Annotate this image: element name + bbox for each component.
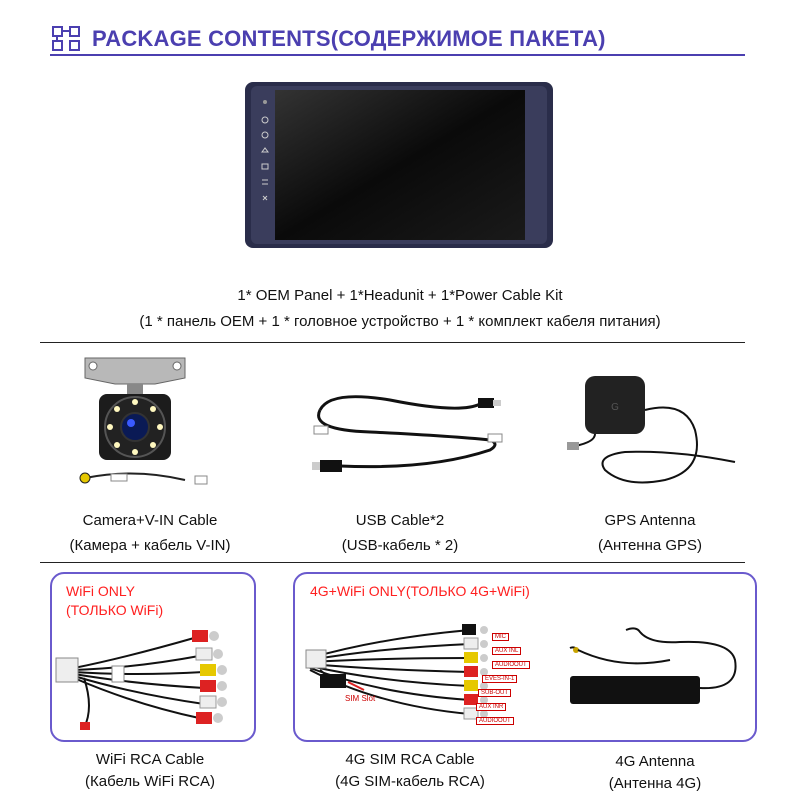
- divider-middle: [40, 562, 745, 563]
- gps-antenna-image: [565, 370, 750, 500]
- camera-caption-line1: Camera+V-IN Cable: [82, 512, 218, 529]
- cable-tag-mic: MIC: [492, 633, 509, 641]
- wifi-only-label: WiFi ONLY: [66, 583, 135, 599]
- cable-tag-audioout-2: AUDIOOUT: [476, 717, 514, 725]
- 4g-antenna-image: [560, 620, 750, 730]
- divider-top: [40, 342, 745, 343]
- gps-caption-line2: (Антенна GPS): [597, 537, 703, 554]
- cable-tag-eves-in: EVES-IN-1: [482, 675, 517, 683]
- sim-slot-label: SIM Slot: [345, 694, 376, 703]
- cable-tag-aux-inr: AUX INR: [476, 703, 506, 711]
- 4g-antenna-caption-line1: 4G Antenna: [615, 753, 695, 770]
- 4g-antenna-caption-line2: (Антенна 4G): [608, 775, 702, 792]
- cable-tag-sub-out: SUB-OUT: [478, 689, 511, 697]
- headunit-image: [243, 80, 555, 250]
- usb-caption-line2: (USB-кабель * 2): [341, 537, 459, 554]
- 4g-rca-caption-line1: 4G SIM RCA Cable: [345, 751, 475, 768]
- cable-tag-aux-inl: AUX INL: [492, 647, 521, 655]
- header-underline: [50, 54, 745, 56]
- svg-text:G: G: [611, 402, 619, 413]
- wifi-only-label-ru: (ТОЛЬКО WiFi): [66, 602, 164, 618]
- headunit-caption-line1: 1* OEM Panel + 1*Headunit + 1*Power Cable Kit: [237, 287, 563, 304]
- wifi-rca-caption-line2: (Кабель WiFi RCA): [85, 773, 215, 790]
- usb-cable-image: [310, 380, 510, 480]
- page-title: PACKAGE CONTENTS(СОДЕРЖИМОЕ ПАКЕТА): [92, 26, 606, 51]
- camera-caption-line2: (Камера + кабель V-IN): [69, 537, 231, 554]
- 4g-rca-caption-line2: (4G SIM-кабель RCA): [335, 773, 485, 790]
- 4g-wifi-label: 4G+WiFi ONLY(ТОЛЬКО 4G+WiFi): [310, 583, 530, 599]
- usb-caption-line1: USB Cable*2: [355, 512, 445, 529]
- package-icon: [52, 26, 82, 52]
- headunit-caption-line2: (1 * панель OEM + 1 * головное устройство + 1 * комплект кабеля питания): [139, 313, 661, 330]
- cable-tag-audioout-1: AUDIOOUT: [492, 661, 530, 669]
- gps-caption-line1: GPS Antenna: [604, 512, 696, 529]
- wifi-rca-cable-image: [54, 618, 249, 736]
- camera-image: [55, 350, 245, 500]
- wifi-rca-caption-line1: WiFi RCA Cable: [95, 751, 205, 768]
